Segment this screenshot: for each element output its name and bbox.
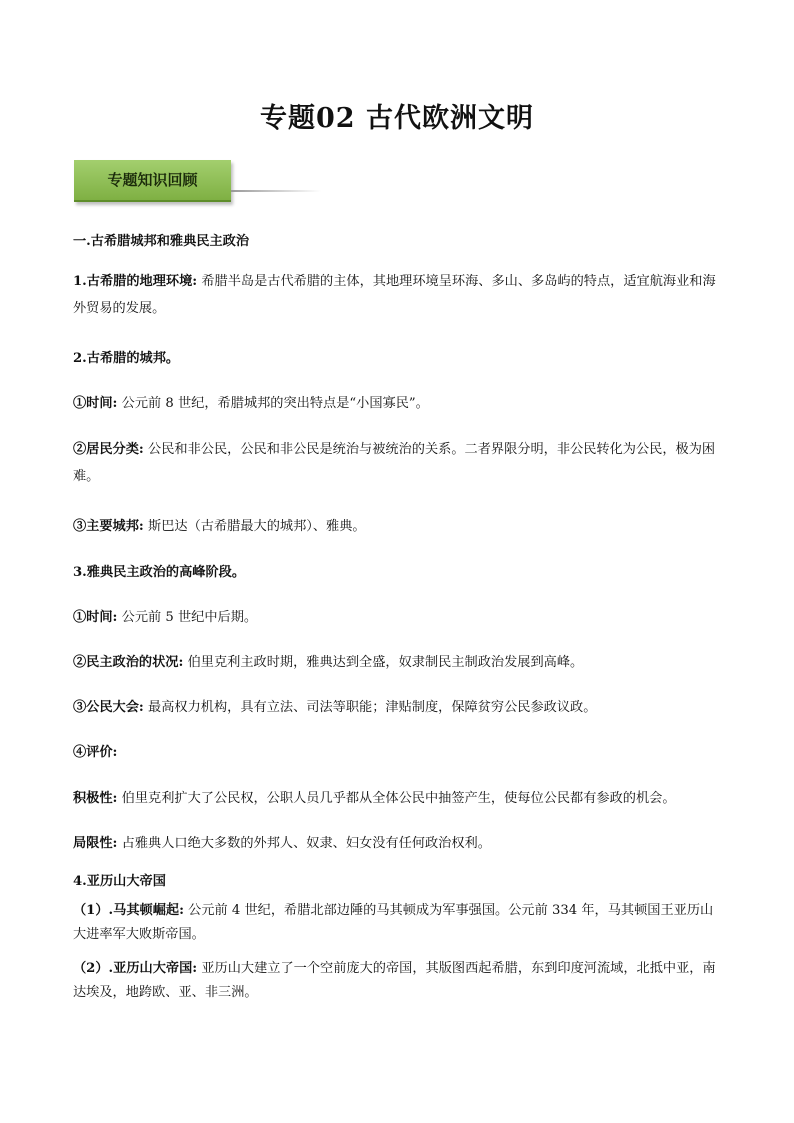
paragraph-label: ①时间: <box>73 396 118 411</box>
paragraph-label: 积极性: <box>73 791 118 806</box>
paragraph-evaluation: ④评价: <box>73 745 118 760</box>
paragraph-residents <box>73 436 723 490</box>
paragraph-positive <box>73 785 723 812</box>
paragraph-text: 公民和非公民，公民和非公民是统治与被统治的关系。二者界限分明，非公民转化为公民，极为困难。 <box>73 442 716 484</box>
paragraph-democracy-status <box>73 649 723 676</box>
paragraph-text: 占雅典人口绝大多数的外邦人、奴隶、妇女没有任何政治权利。 <box>117 836 491 851</box>
paragraph-label: 局限性: <box>73 836 118 851</box>
paragraph-label: 1.古希腊的地理环境: <box>73 274 198 289</box>
paragraph-main-cities <box>73 513 723 540</box>
paragraph-label: ②民主政治的状况: <box>73 655 184 670</box>
section-heading-1: 一.古希腊城邦和雅典民主政治 <box>73 234 250 249</box>
paragraph-label: （2）.亚历山大帝国: <box>73 961 198 976</box>
subheading-alexander-empire: 4.亚历山大帝国 <box>73 874 166 889</box>
subheading-athens-democracy: 3.雅典民主政治的高峰阶段。 <box>73 565 246 580</box>
paragraph-geography <box>73 268 723 322</box>
paragraph-label: ①时间: <box>73 610 118 625</box>
paragraph-assembly <box>73 694 723 721</box>
paragraph-text: 斯巴达（古希腊最大的城邦）、雅典。 <box>143 519 366 534</box>
paragraph-text: 公元前 8 世纪，希腊城邦的突出特点是“小国寡民”。 <box>117 396 429 411</box>
paragraph-time-2 <box>73 604 723 631</box>
page-title: 专题02 古代欧洲文明 <box>260 103 534 134</box>
paragraph-label: ③公民大会: <box>73 700 144 715</box>
paragraph-text: 伯里克利主政时期，雅典达到全盛，奴隶制民主制政治发展到高峰。 <box>183 655 584 670</box>
section-tag <box>74 160 234 200</box>
paragraph-macedon <box>73 899 723 947</box>
paragraph-alexander <box>73 957 723 1005</box>
paragraph-limitation <box>73 830 723 857</box>
subheading-city-states: 2.古希腊的城邦。 <box>73 351 180 366</box>
paragraph-text: 最高权力机构，具有立法、司法等职能；津贴制度，保障贫穷公民参政议政。 <box>143 700 597 715</box>
paragraph-text: 亚历山大建立了一个空前庞大的帝国，其版图西起希腊，东到印度河流域，北抵中亚，南达埃及，地跨欧、亚、非三洲。 <box>73 961 716 1000</box>
paragraph-text: 公元前 5 世纪中后期。 <box>117 610 258 625</box>
paragraph-text: 希腊半岛是古代希腊的主体，其地理环境呈环海、多山、多岛屿的特点，适宜航海业和海外贸易的发展。 <box>73 274 716 316</box>
paragraph-label: ②居民分类: <box>73 442 144 457</box>
paragraph-label: （1）.马其顿崛起: <box>73 903 184 918</box>
paragraph-text: 伯里克利扩大了公民权，公职人员几乎都从全体公民中抽签产生，使每位公民都有参政的机会。 <box>117 791 676 806</box>
paragraph-text: 公元前 4 世纪，希腊北部边陲的马其顿成为军事强国。公元前 334 年，马其顿国王亚历山大进率军大败斯帝国。 <box>73 903 714 942</box>
paragraph-label: ③主要城邦: <box>73 519 144 534</box>
section-tag-underline <box>231 190 321 192</box>
paragraph-time-1 <box>73 390 723 417</box>
section-tag-label: 专题知识回顾 <box>107 171 198 189</box>
